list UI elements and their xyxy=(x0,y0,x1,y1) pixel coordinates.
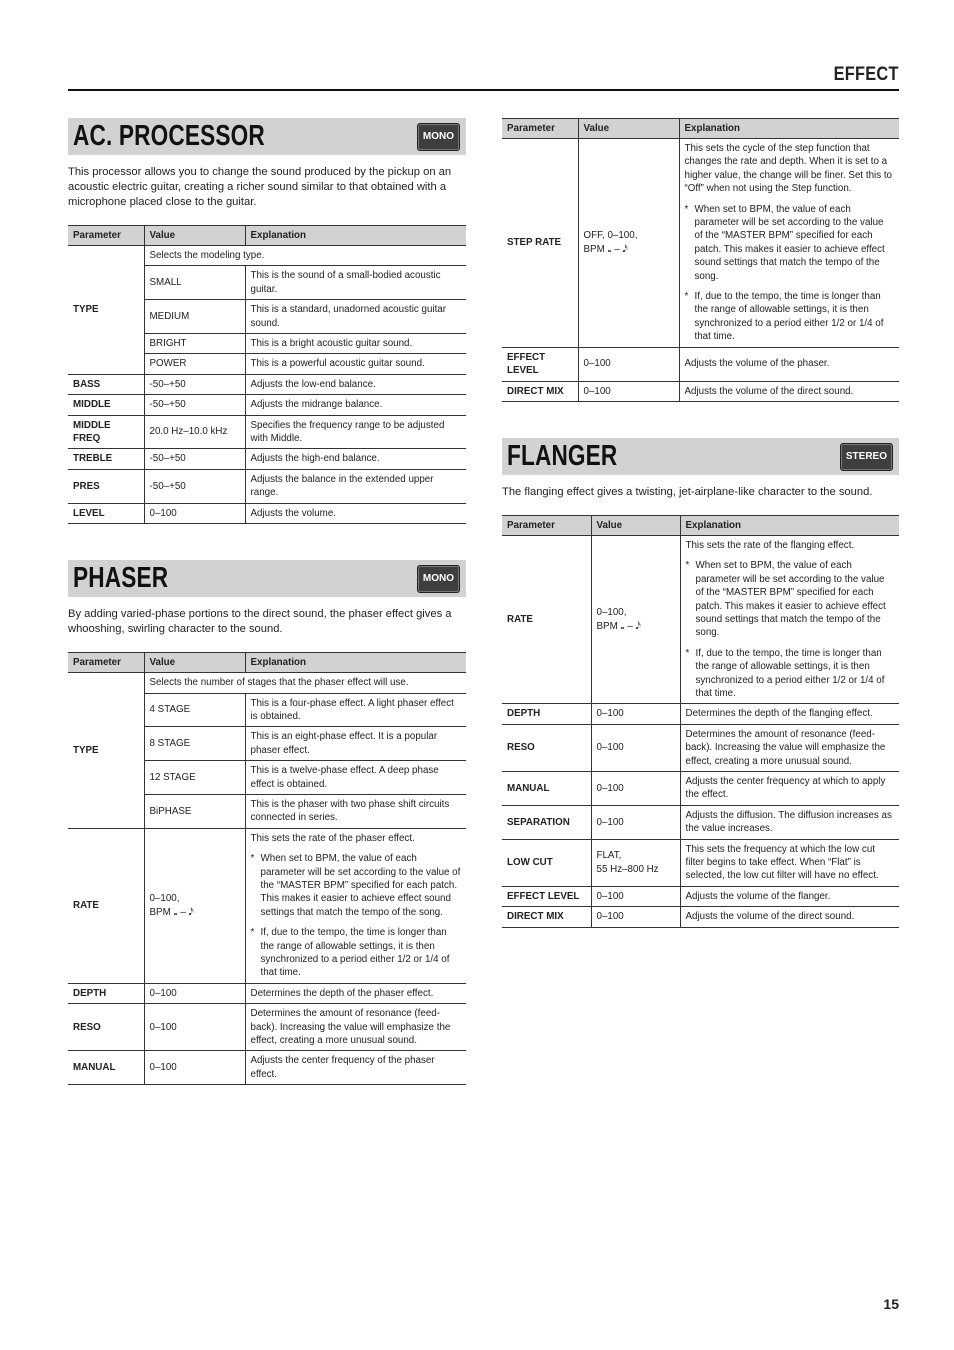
param-value: 0–100 xyxy=(144,983,245,1003)
table-row xyxy=(68,415,466,449)
param-value: 0–100 xyxy=(578,347,679,381)
low-cut-value-line1: FLAT, xyxy=(596,850,622,862)
param-value: 0–100 xyxy=(578,381,679,401)
column-header-explanation: Explanation xyxy=(679,119,899,139)
param-name: DIRECT MIX xyxy=(502,907,591,927)
param-value: -50–+50 xyxy=(144,374,245,394)
param-explanation: Adjusts the diffusion. The diffusion increases as the value increases. xyxy=(680,805,899,839)
type-explanation: This is an eight-phase effect. It is a popular phaser effect. xyxy=(245,727,466,761)
param-name: MIDDLE FREQ xyxy=(68,415,144,449)
param-explanation: Adjusts the center frequency at which to apply the effect. xyxy=(680,772,899,806)
note-symbol-icon: 𝅝 – 𝅘𝅥𝅯 xyxy=(607,243,628,255)
step-rate-value-line1: OFF, 0–100, xyxy=(583,230,638,242)
param-value: 0–100 xyxy=(591,704,680,724)
table-header-row xyxy=(68,653,466,673)
param-value: 0–100 xyxy=(591,907,680,927)
left-column xyxy=(68,118,466,1085)
note-symbol-icon: 𝅝 – 𝅘𝅥𝅯 xyxy=(173,906,194,918)
type-value: POWER xyxy=(144,354,245,374)
bpm-label: BPM xyxy=(149,906,171,918)
param-explanation xyxy=(679,139,899,348)
param-name: SEPARATION xyxy=(502,805,591,839)
column-header-explanation: Explanation xyxy=(680,515,899,535)
table-row xyxy=(502,772,899,806)
ac-processor-title-bar xyxy=(68,118,466,155)
rate-explanation: This sets the rate of the phaser effect. xyxy=(250,832,415,844)
table-row xyxy=(502,907,899,927)
param-explanation: Adjusts the volume of the flanger. xyxy=(680,886,899,906)
column-header-parameter: Parameter xyxy=(502,515,591,535)
column-header-parameter: Parameter xyxy=(68,653,144,673)
note-symbol-icon: 𝅝 – 𝅘𝅥𝅯 xyxy=(620,620,641,632)
table-row xyxy=(68,449,466,469)
param-value xyxy=(144,828,245,983)
table-row xyxy=(68,1051,466,1085)
param-value: 0–100 xyxy=(144,1004,245,1051)
rate-value-line2 xyxy=(150,906,240,919)
table-row xyxy=(502,381,899,401)
table-row xyxy=(68,983,466,1003)
ac-processor-description: This processor allows you to change the sound produced by the pickup on an acoustic electric guitar, creating a richer sound similar to that obtained with a microphone placed close to the guitar. xyxy=(68,166,452,208)
bpm-label: BPM xyxy=(596,620,618,632)
param-name: RATE xyxy=(502,535,591,703)
table-header-row xyxy=(502,515,899,535)
param-name: LOW CUT xyxy=(502,839,591,886)
param-value xyxy=(591,839,680,886)
param-explanation: Determines the amount of resonance (feed-back). Increasing the value will emphasize the effect, creating a more unusual sound. xyxy=(245,1004,466,1051)
param-type: TYPE xyxy=(68,673,144,829)
param-value: 20.0 Hz–10.0 kHz xyxy=(144,415,245,449)
type-intro: Selects the number of stages that the phaser effect will use. xyxy=(144,673,466,693)
param-name: MANUAL xyxy=(68,1051,144,1085)
type-value: 8 STAGE xyxy=(144,727,245,761)
column-header-value: Value xyxy=(578,119,679,139)
table-row xyxy=(68,828,466,983)
step-rate-note: * When set to BPM, the value of each parameter will be set according to the value of the “MASTER BPM” specified for each patch. This makes it easier to achieve effect sound settings that match the tempo of the song. xyxy=(685,203,895,283)
param-explanation: Adjusts the low-end balance. xyxy=(245,374,466,394)
param-name: MANUAL xyxy=(502,772,591,806)
param-explanation: Adjusts the center frequency of the phaser effect. xyxy=(245,1051,466,1085)
flanger-table xyxy=(502,515,899,928)
flanger-title: FLANGER xyxy=(507,439,618,472)
table-row xyxy=(68,503,466,523)
param-explanation: Adjusts the volume of the direct sound. xyxy=(679,381,899,401)
param-name: BASS xyxy=(68,374,144,394)
rate-explanation: This sets the rate of the flanging effect. xyxy=(685,539,855,551)
column-header-value: Value xyxy=(144,653,245,673)
column-header-value: Value xyxy=(591,515,680,535)
param-value: 0–100 xyxy=(591,772,680,806)
step-rate-note: * If, due to the tempo, the time is longer than the range of allowable settings, it is then synchronized to a period either 1/2 or 1/4 of that time. xyxy=(685,290,895,344)
table-row xyxy=(68,1004,466,1051)
bpm-label: BPM xyxy=(583,243,605,255)
rate-value-line2 xyxy=(597,620,675,633)
table-row xyxy=(502,535,899,703)
type-value: BRIGHT xyxy=(144,334,245,354)
param-explanation: Determines the amount of resonance (feed-back). Increasing the value will emphasize the effect, creating a more unusual sound. xyxy=(680,724,899,771)
stereo-badge: STEREO xyxy=(840,443,893,471)
table-row xyxy=(68,374,466,394)
table-row xyxy=(502,704,899,724)
table-row xyxy=(502,347,899,381)
param-value: 0–100 xyxy=(144,503,245,523)
rate-value-line1: 0–100, xyxy=(596,607,627,619)
param-explanation: Specifies the frequency range to be adjusted with Middle. xyxy=(245,415,466,449)
param-name: LEVEL xyxy=(68,503,144,523)
param-name: RATE xyxy=(68,828,144,983)
param-name: DEPTH xyxy=(502,704,591,724)
type-explanation: This is the sound of a small-bodied acoustic guitar. xyxy=(245,266,466,300)
type-value: SMALL xyxy=(144,266,245,300)
param-explanation: Adjusts the volume. xyxy=(245,503,466,523)
param-value: 0–100 xyxy=(591,724,680,771)
param-name: EFFECT LEVEL xyxy=(502,347,578,381)
param-value: -50–+50 xyxy=(144,395,245,415)
type-value: 12 STAGE xyxy=(144,761,245,795)
param-name: EFFECT LEVEL xyxy=(502,886,591,906)
param-explanation xyxy=(245,828,466,983)
table-row xyxy=(68,246,466,266)
type-explanation: This is a four-phase effect. A light phaser effect is obtained. xyxy=(245,693,466,727)
mono-badge: MONO xyxy=(417,565,460,593)
table-row xyxy=(68,469,466,503)
column-header-explanation: Explanation xyxy=(245,653,466,673)
param-explanation: Adjusts the balance in the extended upper range. xyxy=(245,469,466,503)
param-value: -50–+50 xyxy=(144,469,245,503)
param-name: DIRECT MIX xyxy=(502,381,578,401)
phaser-continued-table xyxy=(502,118,899,402)
type-value: MEDIUM xyxy=(144,300,245,334)
flanger-title-bar xyxy=(502,438,899,475)
column-header-parameter: Parameter xyxy=(502,119,578,139)
table-row xyxy=(502,805,899,839)
param-explanation: Determines the depth of the phaser effect. xyxy=(245,983,466,1003)
param-name: DEPTH xyxy=(68,983,144,1003)
rate-note: * If, due to the tempo, the time is longer than the range of allowable settings, it is then synchronized to a period either 1/2 or 1/4 of that time. xyxy=(686,647,895,701)
param-name: PRES xyxy=(68,469,144,503)
type-value: 4 STAGE xyxy=(144,693,245,727)
page-number: 15 xyxy=(883,1296,899,1312)
param-value: 0–100 xyxy=(591,886,680,906)
ac-processor-table xyxy=(68,225,466,524)
rate-value-line1: 0–100, xyxy=(149,893,180,905)
type-explanation: This is the phaser with two phase shift circuits connected in series. xyxy=(245,794,466,828)
step-rate-value-line2 xyxy=(584,243,674,256)
param-explanation: This sets the frequency at which the low cut filter begins to take effect. When “Flat” is selected, the low cut filter will have no effect. xyxy=(680,839,899,886)
header-rule xyxy=(68,89,899,91)
rate-note: * If, due to the tempo, the time is longer than the range of allowable settings, it is then synchronized to a period either 1/2 or 1/4 of that time. xyxy=(251,926,462,980)
rate-note: * When set to BPM, the value of each parameter will be set according to the value of the “MASTER BPM” specified for each patch. This makes it easier to achieve effect sound settings that match the tempo of the song. xyxy=(251,852,462,919)
type-explanation: This is a twelve-phase effect. A deep phase effect is obtained. xyxy=(245,761,466,795)
type-intro: Selects the modeling type. xyxy=(144,246,466,266)
table-header-row xyxy=(68,226,466,246)
phaser-description: By adding varied-phase portions to the direct sound, the phaser effect gives a whooshing, swirling character to the sound. xyxy=(68,608,452,636)
param-value: -50–+50 xyxy=(144,449,245,469)
step-rate-explanation: This sets the cycle of the step function that changes the rate and depth. When it is set to a higher value, the change will be finer. Set this to “Off” when not using the Step function. xyxy=(684,143,892,195)
phaser-table xyxy=(68,652,466,1085)
table-row xyxy=(68,395,466,415)
type-value: BiPHASE xyxy=(144,794,245,828)
table-header-row xyxy=(502,119,899,139)
param-value: 0–100 xyxy=(591,805,680,839)
phaser-title-bar xyxy=(68,560,466,597)
param-name: MIDDLE xyxy=(68,395,144,415)
page-header-title: EFFECT xyxy=(833,64,899,85)
type-explanation: This is a standard, unadorned acoustic guitar sound. xyxy=(245,300,466,334)
type-explanation: This is a powerful acoustic guitar sound. xyxy=(245,354,466,374)
table-row xyxy=(68,673,466,693)
param-name: TREBLE xyxy=(68,449,144,469)
param-explanation: Adjusts the volume of the phaser. xyxy=(679,347,899,381)
table-row xyxy=(502,724,899,771)
param-value: 0–100 xyxy=(144,1051,245,1085)
param-explanation: Adjusts the midrange balance. xyxy=(245,395,466,415)
right-column xyxy=(502,118,899,928)
column-header-parameter: Parameter xyxy=(68,226,144,246)
ac-processor-title: AC. PROCESSOR xyxy=(73,120,265,152)
table-row xyxy=(502,886,899,906)
param-type: TYPE xyxy=(68,246,144,375)
mono-badge: MONO xyxy=(417,123,460,151)
param-name: STEP RATE xyxy=(502,139,578,348)
param-name: RESO xyxy=(68,1004,144,1051)
phaser-title: PHASER xyxy=(73,562,169,595)
low-cut-value-line2: 55 Hz–800 Hz xyxy=(596,863,659,875)
param-value xyxy=(591,535,680,703)
param-explanation: Determines the depth of the flanging effect. xyxy=(680,704,899,724)
param-explanation: Adjusts the volume of the direct sound. xyxy=(680,907,899,927)
param-name: RESO xyxy=(502,724,591,771)
flanger-description: The flanging effect gives a twisting, jet-airplane-like character to the sound. xyxy=(502,485,873,498)
type-explanation: This is a bright acoustic guitar sound. xyxy=(245,334,466,354)
table-row xyxy=(502,839,899,886)
param-explanation: Adjusts the high-end balance. xyxy=(245,449,466,469)
param-explanation xyxy=(680,535,899,703)
rate-note: * When set to BPM, the value of each parameter will be set according to the value of the “MASTER BPM” specified for each patch. This makes it easier to achieve effect sound settings that match the tempo of the song. xyxy=(686,559,895,639)
column-header-value: Value xyxy=(144,226,245,246)
param-value xyxy=(578,139,679,348)
column-header-explanation: Explanation xyxy=(245,226,466,246)
table-row xyxy=(502,139,899,348)
